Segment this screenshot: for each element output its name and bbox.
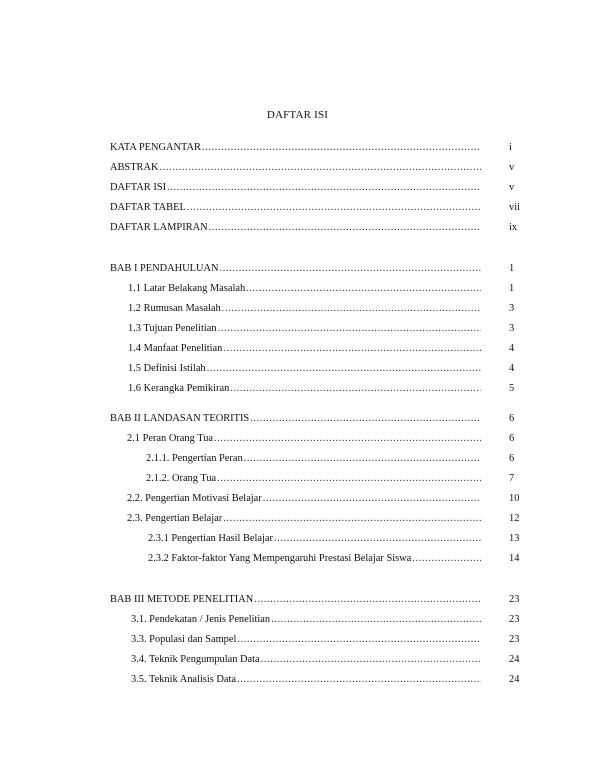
toc-entry xyxy=(148,532,482,545)
dot-leader xyxy=(217,472,481,485)
toc-entry xyxy=(131,673,482,686)
toc-entry-label: 3.3. Populasi dan Sampel xyxy=(131,634,237,645)
toc-entry xyxy=(110,161,482,174)
dot-leader xyxy=(160,161,482,174)
dot-leader xyxy=(223,342,481,355)
toc-page-number: 4 xyxy=(509,363,515,374)
toc-entry-label: 2.1.1. Pengertian Peran xyxy=(146,453,243,464)
toc-page-number: 7 xyxy=(509,473,515,484)
dot-leader xyxy=(187,201,481,214)
toc-page-number: 13 xyxy=(509,533,520,544)
toc-page-number: i xyxy=(509,142,512,153)
toc-page-number: 14 xyxy=(509,553,520,564)
dot-leader xyxy=(244,452,481,465)
toc-entry xyxy=(128,362,482,375)
toc-page-number: 3 xyxy=(509,323,515,334)
toc-entry-label: BAB III METODE PENELITIAN xyxy=(110,594,254,605)
dot-leader xyxy=(202,141,481,154)
toc-page-number: ix xyxy=(509,222,518,233)
toc-entry xyxy=(128,322,482,335)
dot-leader xyxy=(222,302,481,315)
toc-entry-label: 2.3. Pengertian Belajar xyxy=(127,513,223,524)
toc-entry xyxy=(110,221,482,234)
toc-entry-label: 1.2 Rumusan Masalah xyxy=(128,303,221,314)
toc-page-number: 4 xyxy=(509,343,515,354)
toc-page-number: 23 xyxy=(509,614,520,625)
toc-entry-label: DAFTAR ISI xyxy=(110,182,167,193)
toc-page-number: 5 xyxy=(509,383,515,394)
toc-entry-label: 1.5 Definisi Istilah xyxy=(128,363,206,374)
dot-leader xyxy=(261,653,481,666)
toc-page-number: 3 xyxy=(509,303,515,314)
dot-leader xyxy=(218,322,481,335)
dot-leader xyxy=(207,362,481,375)
toc-entry-label: 3.4. Teknik Pengumpulan Data xyxy=(131,654,260,665)
toc-entry xyxy=(110,181,482,194)
toc-page-number: 1 xyxy=(509,283,515,294)
dot-leader xyxy=(274,532,481,545)
toc-entry-label: 1.4 Manfaat Penelitian xyxy=(128,343,223,354)
toc-entry xyxy=(110,201,482,214)
toc-entry xyxy=(128,382,482,395)
toc-entry xyxy=(127,492,482,505)
dot-leader xyxy=(209,221,481,234)
dot-leader xyxy=(254,593,481,606)
toc-entry-label: 2.3.1 Pengertian Hasil Belajar xyxy=(148,533,273,544)
toc-page-number: 6 xyxy=(509,453,515,464)
toc-entry xyxy=(110,412,482,425)
toc-entry-label: 1.3 Tujuan Penelitian xyxy=(128,323,217,334)
page-title: DAFTAR ISI xyxy=(266,109,329,121)
toc-page-number: 6 xyxy=(509,413,515,424)
toc-entry xyxy=(128,302,482,315)
toc-entry xyxy=(131,633,482,646)
toc-page-number: 12 xyxy=(509,513,520,524)
toc-entry xyxy=(131,613,482,626)
dot-leader xyxy=(412,552,481,565)
dot-leader xyxy=(220,262,481,275)
toc-entry-label: 2.2. Pengertian Motivasi Belajar xyxy=(127,493,262,504)
toc-page-number: vii xyxy=(509,202,520,213)
toc-page-number: v xyxy=(509,182,515,193)
toc-page-number: 23 xyxy=(509,634,520,645)
dot-leader xyxy=(263,492,481,505)
toc-entry-label: DAFTAR TABEL xyxy=(110,202,186,213)
toc-entry-label: KATA PENGANTAR xyxy=(110,142,201,153)
toc-entry-label: DAFTAR LAMPIRAN xyxy=(110,222,208,233)
dot-leader xyxy=(237,633,481,646)
toc-entry xyxy=(110,593,482,606)
toc-entry xyxy=(110,141,482,154)
toc-entry-label: 3.5. Teknik Analisis Data xyxy=(131,674,236,685)
toc-page-number: 23 xyxy=(509,594,520,605)
toc-page-number: v xyxy=(509,162,515,173)
toc-entry xyxy=(131,653,482,666)
dot-leader xyxy=(167,181,481,194)
toc-entry xyxy=(146,452,482,465)
toc-entry-label: BAB II LANDASAN TEORITIS xyxy=(110,413,250,424)
dot-leader xyxy=(246,282,481,295)
toc-entry xyxy=(146,472,482,485)
toc-entry xyxy=(148,552,482,565)
toc-entry-label: 2.1.2. Orang Tua xyxy=(146,473,217,484)
toc-entry-label: 2.1 Peran Orang Tua xyxy=(127,433,214,444)
toc-entry-label: 1.1 Latar Belakang Masalah xyxy=(128,283,246,294)
toc-entry-label: BAB I PENDAHULUAN xyxy=(110,263,219,274)
toc-entry xyxy=(128,342,482,355)
toc-entry xyxy=(127,512,482,525)
toc-entry-label: 3.1. Pendekatan / Jenis Penelitian xyxy=(131,614,271,625)
toc-page-number: 24 xyxy=(509,654,520,665)
toc-entry xyxy=(127,432,482,445)
toc-page-number: 24 xyxy=(509,674,520,685)
toc-entry-label: 1.6 Kerangka Pemikiran xyxy=(128,383,230,394)
dot-leader xyxy=(214,432,481,445)
dot-leader xyxy=(250,412,481,425)
dot-leader xyxy=(230,382,481,395)
toc-entry-label: 2.3.2 Faktor-faktor Yang Mempengaruhi Prestasi Belajar Siswa xyxy=(148,553,412,564)
toc-page-number: 1 xyxy=(509,263,515,274)
dot-leader xyxy=(271,613,481,626)
dot-leader xyxy=(237,673,481,686)
toc-page-number: 6 xyxy=(509,433,515,444)
toc-entry-label: ABSTRAK xyxy=(110,162,159,173)
toc-entry xyxy=(128,282,482,295)
toc-entry xyxy=(110,262,482,275)
dot-leader xyxy=(223,512,481,525)
toc-page-number: 10 xyxy=(509,493,520,504)
